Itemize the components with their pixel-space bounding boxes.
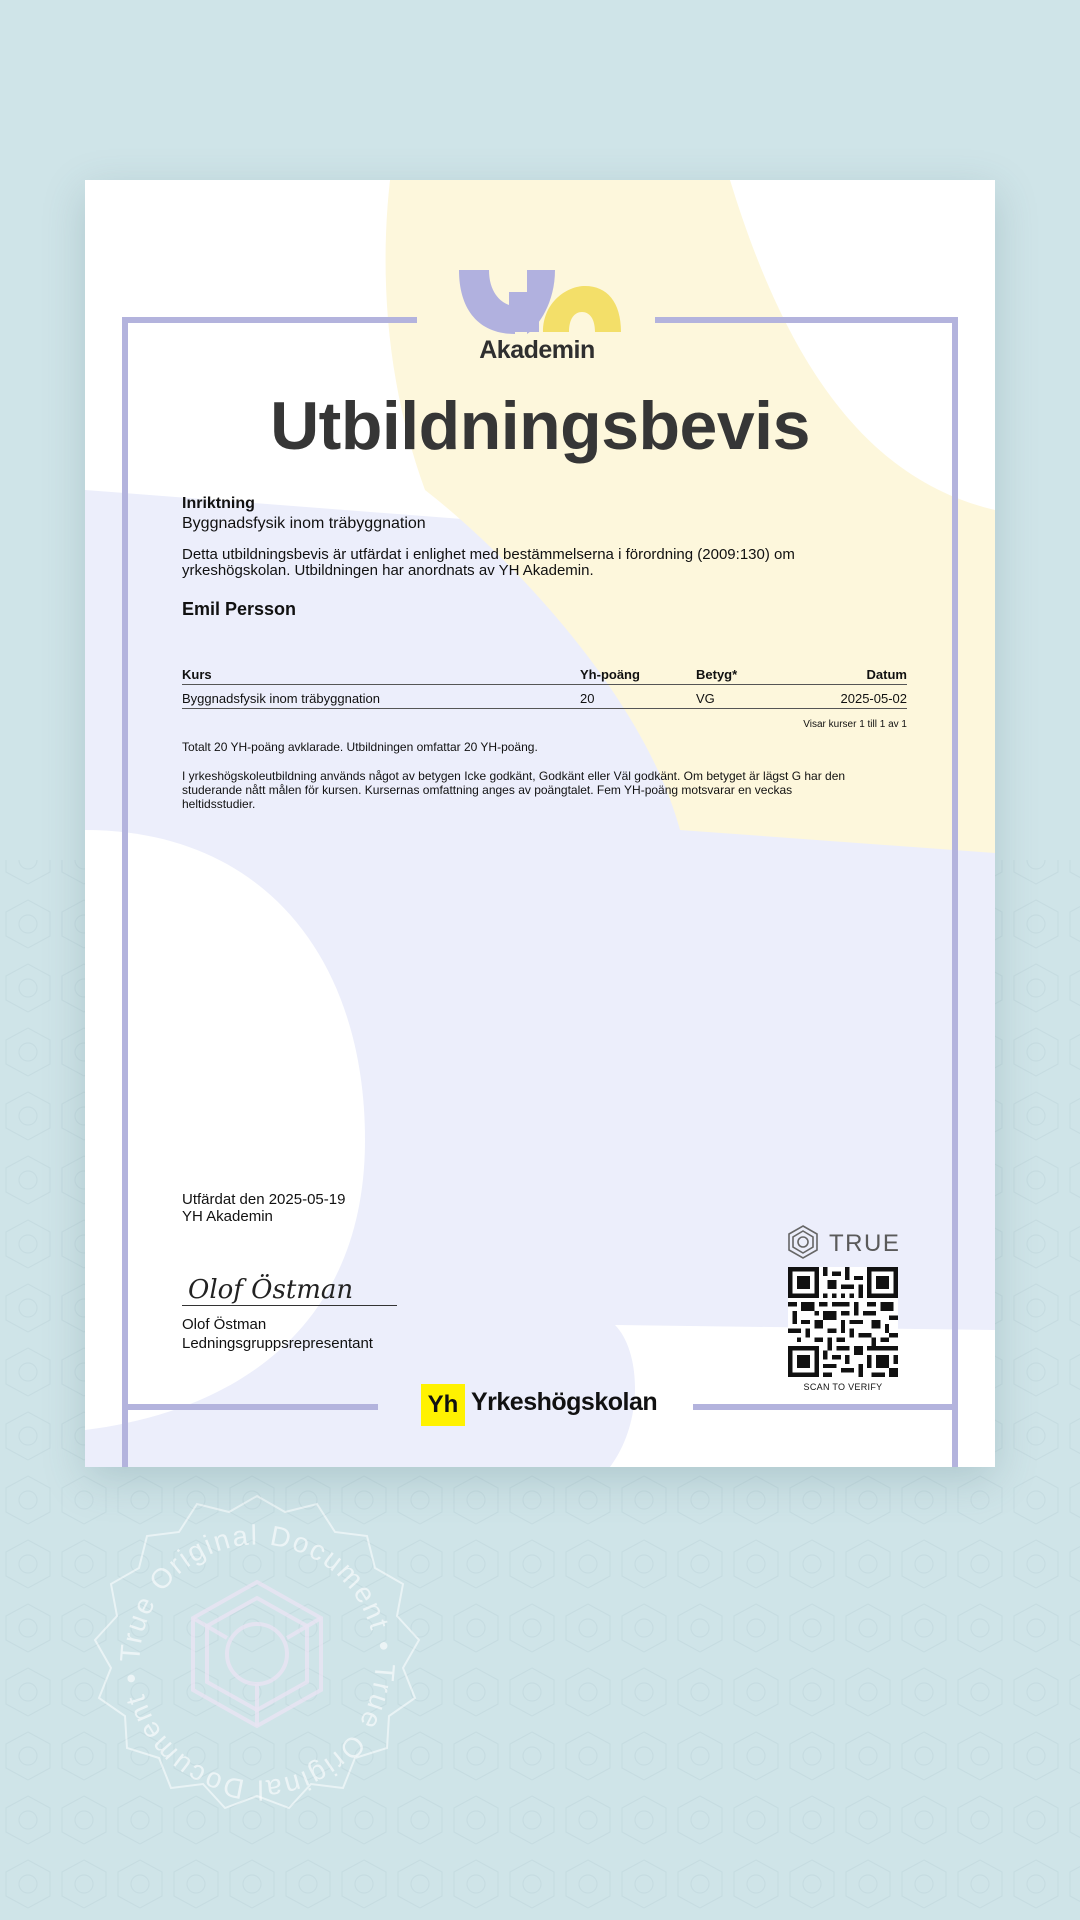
intro-line-1: Detta utbildningsbevis är utfärdat i enlighet med bestämmelserna i förordning (2009:130) om — [182, 546, 795, 563]
akademin-logo-word: Akademin — [479, 336, 595, 364]
total-points-text: Totalt 20 YH-poäng avklarade. Utbildningen omfattar 20 YH-poäng. — [182, 740, 538, 754]
true-hexagon-icon — [789, 1226, 817, 1258]
scan-to-verify-caption: SCAN TO VERIFY — [803, 1382, 883, 1392]
table-row — [182, 688, 907, 709]
frame-left — [122, 317, 128, 1467]
grade-note-line-2: studerande nått målen för kursen. Kursernas omfattning anges av poängtalet. Fem YH-poäng motsvarar en veckas — [182, 783, 793, 797]
row-grade: VG — [696, 691, 715, 706]
row-course: Byggnadsfysik inom träbyggnation — [182, 691, 381, 706]
frame-bottom-left — [122, 1404, 378, 1410]
frame-top-right — [655, 317, 958, 323]
table-showing-count: Visar kurser 1 till 1 av 1 — [803, 719, 907, 730]
student-name: Emil Persson — [182, 599, 297, 619]
header-date: Datum — [866, 667, 907, 682]
true-original-seal — [85, 1490, 430, 1835]
yrkeshogskolan-logo-word: Yrkeshögskolan — [471, 1388, 658, 1416]
svg-text:True Original Document • True — [114, 1519, 401, 1805]
direction-label: Inriktning — [182, 495, 255, 512]
frame-top-left — [122, 317, 417, 323]
true-verify-logo — [785, 1223, 905, 1263]
seal-text: True Original Document • True Original Document • — [114, 1519, 401, 1806]
signer-name: Olof Östman — [182, 1316, 267, 1333]
header-course: Kurs — [182, 667, 212, 682]
qr-code-icon[interactable] — [788, 1267, 898, 1377]
direction-value: Byggnadsfysik inom träbyggnation — [182, 515, 426, 532]
signature-line — [182, 1305, 397, 1306]
row-date: 2025-05-02 — [840, 691, 907, 706]
intro-line-2: yrkeshögskolan. Utbildningen har anordnats av YH Akademin. — [182, 562, 594, 579]
frame-bottom-right — [693, 1404, 958, 1410]
issued-by: YH Akademin — [182, 1208, 273, 1225]
svg-text:TRUE: TRUE — [829, 1230, 901, 1257]
svg-text:Olof Östman: Olof Östman — [188, 1275, 354, 1305]
issued-date: Utfärdat den 2025-05-19 — [182, 1191, 346, 1208]
certificate-title: Utbildningsbevis — [270, 388, 810, 464]
grade-note-line-3: heltidsstudier. — [182, 797, 256, 811]
seal-hexagon-icon — [193, 1582, 321, 1726]
header-grade: Betyg* — [696, 667, 738, 682]
header-points: Yh-poäng — [580, 667, 640, 682]
certificate-page — [85, 180, 995, 1467]
row-points: 20 — [580, 691, 595, 706]
course-table-header — [182, 664, 907, 685]
signer-role: Ledningsgruppsrepresentant — [182, 1335, 373, 1352]
frame-right — [952, 317, 958, 1467]
grade-note-line-1: I yrkeshögskoleutbildning används något av betygen Icke godkänt, Godkänt eller Väl godkänt. Om betyget är lägst G har den — [182, 769, 846, 783]
yh-badge-logo: Yh — [421, 1384, 465, 1426]
